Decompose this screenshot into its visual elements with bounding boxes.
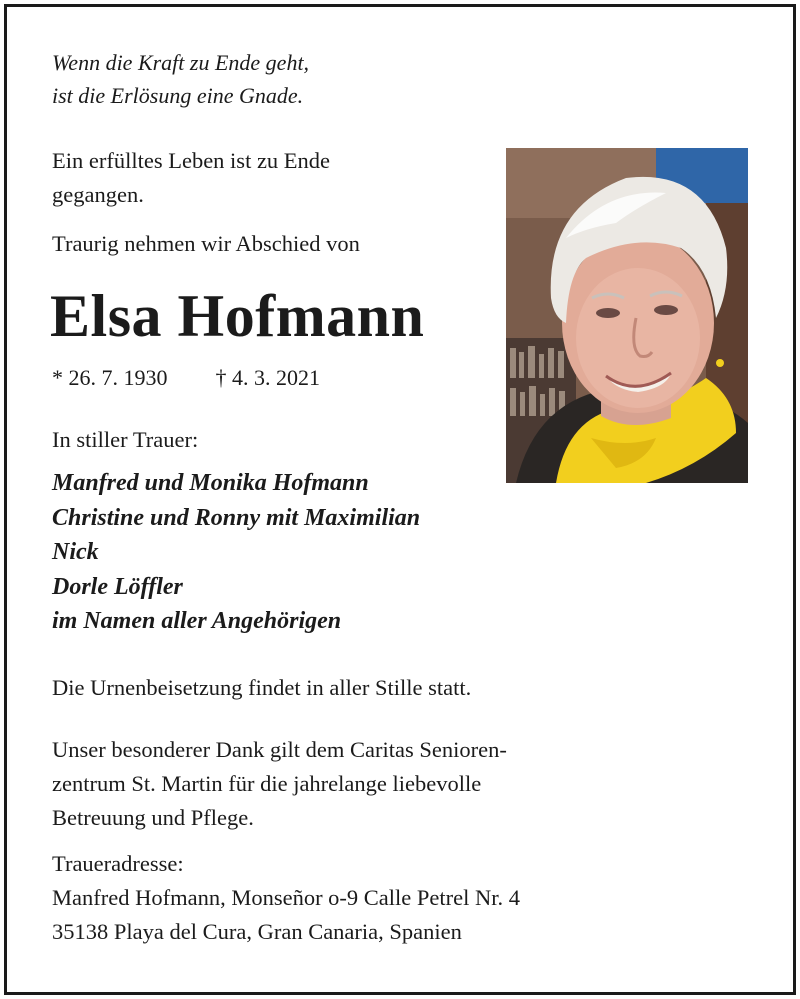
deceased-name: Elsa Hofmann <box>50 283 425 349</box>
life-dates <box>52 363 320 393</box>
mourner-line: Christine und Ronny mit Maximilian <box>52 504 421 531</box>
thanks-line: zentrum St. Martin für die jahrelange liebevolle <box>52 771 482 796</box>
mourning-label: In stiller Trauer: <box>52 427 199 452</box>
death-date: † 4. 3. 2021 <box>215 365 320 390</box>
portrait-photo <box>506 148 748 483</box>
intro-text <box>52 144 330 212</box>
farewell-text: Traurig nehmen wir Abschied von <box>52 231 360 256</box>
mourner-line: im Namen aller Angehörigen <box>52 608 342 634</box>
motto-line: ist die Erlösung eine Gnade. <box>52 83 304 108</box>
intro-line: gegangen. <box>52 182 144 207</box>
intro-line: Ein erfülltes Leben ist zu Ende <box>52 148 331 173</box>
mourner-line: Dorle Löffler <box>52 573 183 600</box>
mourning-address <box>52 847 520 949</box>
birth-date: * 26. 7. 1930 <box>52 365 168 390</box>
thanks-line: Betreuung und Pflege. <box>52 805 254 830</box>
address-line: 35138 Playa del Cura, Gran Canaria, Spanien <box>52 919 462 944</box>
motto-line: Wenn die Kraft zu Ende geht, <box>52 50 310 75</box>
mourner-line: Nick <box>52 539 99 565</box>
thanks-text <box>52 733 507 835</box>
burial-note: Die Urnenbeisetzung findet in aller Stille statt. <box>52 675 472 700</box>
address-label: Traueradresse: <box>52 851 184 876</box>
motto <box>52 46 309 112</box>
thanks-line: Unser besonderer Dank gilt dem Caritas Senioren- <box>52 737 507 762</box>
mourners-list <box>52 466 420 639</box>
mourner-line: Manfred und Monika Hofmann <box>52 470 369 496</box>
address-line: Manfred Hofmann, Monseñor o-9 Calle Petrel Nr. 4 <box>52 885 521 910</box>
